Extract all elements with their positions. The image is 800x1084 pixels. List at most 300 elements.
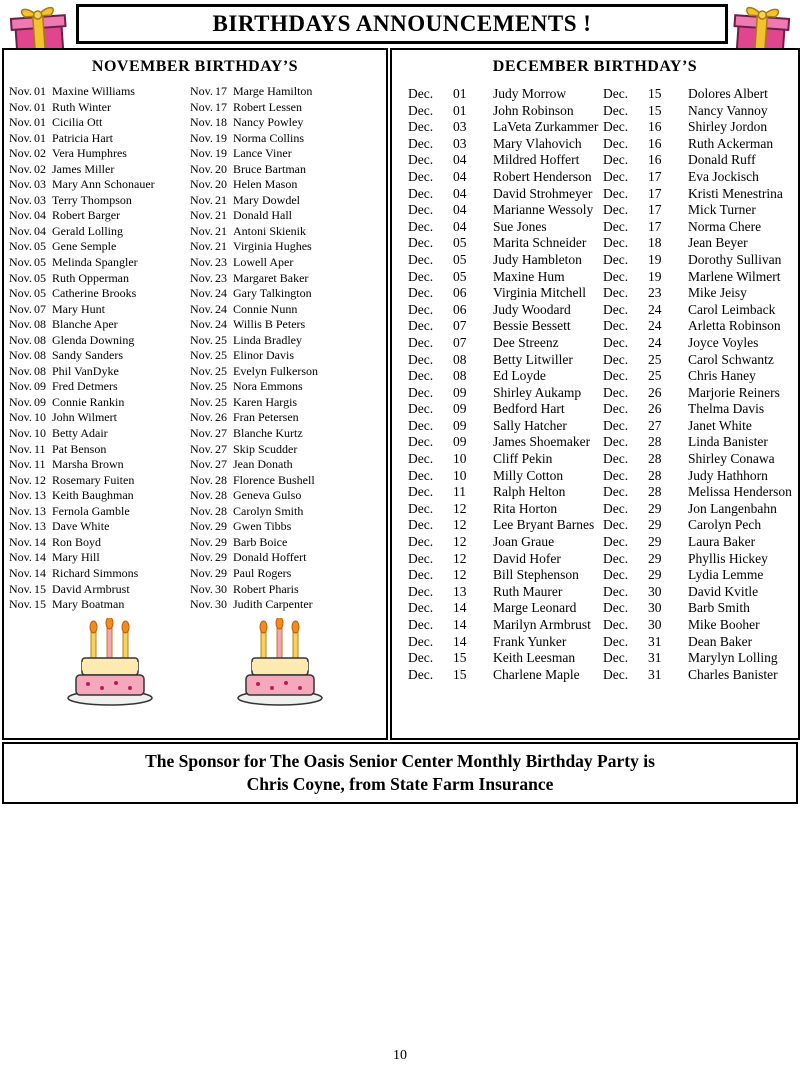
person-name: Ruth Winter — [52, 99, 111, 114]
month-label: Dec. — [408, 401, 434, 417]
person-name: Marilyn Armbrust — [493, 617, 591, 632]
month-label: Dec. — [603, 534, 629, 550]
person-name: Arletta Robinson — [688, 318, 781, 334]
birthday-entry — [603, 285, 798, 302]
day-number: 21 — [215, 223, 227, 238]
person-name: Rosemary Fuiten — [52, 472, 135, 487]
person-name: Virginia Mitchell — [493, 285, 587, 301]
birthday-entry — [603, 517, 798, 534]
person-name: Laura Baker — [688, 534, 756, 550]
month-label: Dec. — [603, 102, 629, 118]
month-label: Nov. — [9, 597, 32, 612]
person-name: Charles Banister — [688, 666, 778, 682]
day-number: 24 — [215, 301, 227, 316]
birthday-entry — [9, 146, 190, 162]
person-name: Pat Benson — [52, 441, 107, 456]
birthday-entry — [9, 504, 190, 520]
person-name: Maxine Williams — [52, 84, 135, 98]
person-name: Marsha Brown — [52, 457, 124, 472]
birthday-entry — [408, 617, 603, 634]
birthday-entry — [603, 318, 798, 335]
day-number: 24 — [648, 301, 662, 317]
person-name: Donald Hall — [233, 208, 292, 223]
person-name: Robert Lessen — [233, 99, 302, 114]
day-number: 30 — [215, 581, 227, 596]
month-label: Nov. — [9, 286, 32, 301]
month-label: Nov. — [9, 130, 32, 145]
month-label: Nov. — [9, 457, 32, 472]
birthday-entry — [603, 634, 798, 651]
birthday-entry — [408, 269, 603, 286]
day-number: 26 — [215, 410, 227, 425]
birthday-entry — [408, 667, 603, 684]
birthday-entry — [408, 401, 603, 418]
day-number: 23 — [215, 255, 227, 270]
birthday-entry — [408, 186, 603, 203]
person-name: Phil VanDyke — [52, 363, 119, 378]
birthday-entry — [603, 484, 798, 501]
birthday-entry — [408, 600, 603, 617]
person-name: Marge Hamilton — [233, 84, 313, 98]
month-label: Nov. — [190, 192, 213, 207]
person-name: Shirley Jordon — [688, 119, 768, 135]
day-number: 29 — [648, 567, 662, 583]
person-name: Judy Woodard — [493, 301, 571, 317]
day-number: 02 — [34, 146, 46, 161]
person-name: Judy Hathhorn — [688, 467, 768, 483]
month-label: Nov. — [9, 441, 32, 456]
month-label: Dec. — [408, 583, 434, 599]
person-name: Sandy Sanders — [52, 348, 123, 363]
day-number: 07 — [453, 334, 467, 350]
day-number: 06 — [453, 285, 467, 301]
person-name: Ruth Maurer — [493, 583, 563, 599]
day-number: 15 — [648, 102, 662, 118]
day-number: 07 — [34, 301, 46, 316]
person-name: Charlene Maple — [493, 666, 580, 682]
day-number: 30 — [648, 583, 662, 599]
person-name: James Shoemaker — [493, 434, 591, 450]
person-name: David Strohmeyer — [493, 185, 593, 201]
person-name: Marianne Wessoly — [493, 202, 594, 218]
day-number: 27 — [215, 441, 227, 456]
day-number: 07 — [453, 318, 467, 334]
day-number: 14 — [453, 633, 467, 649]
birthday-entry — [190, 410, 371, 426]
birthday-entry — [603, 534, 798, 551]
month-label: Nov. — [190, 177, 213, 192]
day-number: 11 — [453, 484, 466, 500]
month-label: Nov. — [190, 348, 213, 363]
month-label: Nov. — [9, 192, 32, 207]
november-heading: NOVEMBER BIRTHDAY’S — [91, 58, 299, 75]
birthday-entry — [408, 434, 603, 451]
day-number: 10 — [34, 426, 46, 441]
day-number: 26 — [648, 384, 662, 400]
day-number: 25 — [215, 363, 227, 378]
month-label: Nov. — [9, 503, 32, 518]
person-name: Blanche Kurtz — [233, 426, 303, 441]
birthday-entry — [603, 434, 798, 451]
person-name: Carol Schwantz — [688, 351, 774, 367]
birthday-entry — [190, 519, 371, 535]
birthday-entry — [190, 317, 371, 333]
person-name: Judy Hambleton — [493, 251, 582, 267]
person-name: Dean Baker — [688, 633, 753, 649]
person-name: Richard Simmons — [52, 565, 139, 580]
day-number: 26 — [648, 401, 662, 417]
birthday-entry — [408, 169, 603, 186]
day-number: 17 — [648, 168, 662, 184]
month-label: Dec. — [603, 583, 629, 599]
day-number: 21 — [215, 208, 227, 223]
day-number: 14 — [453, 617, 467, 632]
person-name: Jean Donath — [233, 457, 293, 472]
month-label: Dec. — [603, 318, 629, 334]
month-label: Nov. — [190, 332, 213, 347]
birthday-entry — [9, 566, 190, 582]
day-number: 08 — [453, 351, 467, 367]
month-label: Nov. — [190, 130, 213, 145]
person-name: Bruce Bartman — [233, 161, 306, 176]
person-name: Norma Chere — [688, 218, 762, 234]
month-label: Nov. — [190, 223, 213, 238]
month-label: Dec. — [408, 417, 434, 433]
december-panel — [390, 48, 800, 740]
day-number: 29 — [215, 565, 227, 580]
day-number: 03 — [34, 177, 46, 192]
person-name: Chris Haney — [688, 368, 756, 384]
person-name: Barb Smith — [688, 600, 750, 616]
month-label: Nov. — [190, 519, 213, 534]
month-label: Dec. — [603, 384, 629, 400]
day-number: 09 — [34, 394, 46, 409]
month-label: Dec. — [603, 119, 629, 135]
birthday-entry — [603, 335, 798, 352]
month-label: Dec. — [408, 617, 434, 632]
day-number: 16 — [648, 135, 662, 151]
month-label: Dec. — [603, 251, 629, 267]
person-name: Marjorie Reiners — [688, 384, 780, 400]
birthday-entry — [408, 534, 603, 551]
day-number: 20 — [215, 177, 227, 192]
person-name: Robert Henderson — [493, 168, 592, 184]
day-number: 29 — [648, 550, 662, 566]
month-label: Dec. — [603, 268, 629, 284]
day-number: 13 — [34, 519, 46, 534]
person-name: Robert Pharis — [233, 581, 299, 596]
day-number: 09 — [34, 379, 46, 394]
birthday-entry — [603, 418, 798, 435]
birthday-entry — [9, 379, 190, 395]
person-name: Betty Litwiller — [493, 351, 573, 367]
day-number: 03 — [453, 119, 467, 135]
person-name: Mildred Hoffert — [493, 152, 580, 168]
person-name: Nancy Vannoy — [688, 102, 768, 118]
day-number: 24 — [215, 286, 227, 301]
day-number: 21 — [215, 239, 227, 254]
day-number: 04 — [34, 223, 46, 238]
month-label: Nov. — [190, 503, 213, 518]
birthday-entry — [603, 252, 798, 269]
sponsor-line-2: Chris Coyne, from State Farm Insurance — [246, 774, 554, 794]
day-number: 17 — [648, 202, 662, 218]
person-name: Mike Jeisy — [688, 285, 747, 301]
month-label: Dec. — [408, 384, 434, 400]
person-name: Melinda Spangler — [52, 255, 138, 270]
month-label: Nov. — [190, 161, 213, 176]
person-name: Dave White — [52, 519, 110, 534]
month-label: Nov. — [190, 472, 213, 487]
day-number: 04 — [453, 168, 467, 184]
day-number: 11 — [34, 457, 46, 472]
birthday-entry — [408, 584, 603, 601]
person-name: Keith Baughman — [52, 488, 134, 503]
person-name: Nancy Powley — [233, 115, 304, 130]
person-name: Donald Hoffert — [233, 550, 307, 565]
person-name: Betty Adair — [52, 426, 108, 441]
month-label: Nov. — [190, 115, 213, 130]
month-label: Dec. — [408, 567, 434, 583]
sponsor-line-1: The Sponsor for The Oasis Senior Center Monthly Birthday Party is — [145, 751, 655, 771]
month-label: Nov. — [9, 534, 32, 549]
birthday-entry — [603, 385, 798, 402]
day-number: 27 — [648, 417, 662, 433]
birthday-entry — [603, 567, 798, 584]
month-label: Dec. — [408, 368, 434, 384]
birthday-entry — [603, 401, 798, 418]
person-name: Geneva Gulso — [233, 488, 302, 503]
month-label: Nov. — [9, 472, 32, 487]
person-name: Evelyn Fulkerson — [233, 363, 318, 378]
birthday-entry — [603, 202, 798, 219]
person-name: Gwen Tibbs — [233, 519, 292, 534]
month-label: Dec. — [603, 517, 629, 533]
month-label: Nov. — [9, 99, 32, 114]
birthday-entry — [190, 442, 371, 458]
day-number: 20 — [215, 161, 227, 176]
day-number: 03 — [453, 135, 467, 151]
day-number: 19 — [215, 146, 227, 161]
person-name: Carolyn Pech — [688, 517, 762, 533]
day-number: 19 — [648, 251, 662, 267]
day-number: 17 — [215, 84, 227, 98]
month-label: Nov. — [190, 581, 213, 596]
person-name: Elinor Davis — [233, 348, 294, 363]
birthday-entry — [408, 302, 603, 319]
day-number: 01 — [453, 102, 467, 118]
birthday-entry — [9, 582, 190, 598]
birthday-entry — [190, 504, 371, 520]
birthday-entry — [9, 177, 190, 193]
month-label: Nov. — [190, 457, 213, 472]
birthday-entry — [190, 224, 371, 240]
birthday-entry — [190, 146, 371, 162]
month-label: Dec. — [603, 185, 629, 201]
day-number: 05 — [34, 286, 46, 301]
birthday-entry — [9, 100, 190, 116]
birthday-entry — [408, 152, 603, 169]
person-name: Donald Ruff — [688, 152, 756, 168]
birthday-entry — [408, 385, 603, 402]
month-label: Nov. — [9, 208, 32, 223]
birthday-entry — [190, 488, 371, 504]
november-column-2 — [190, 84, 371, 613]
birthday-entry — [408, 285, 603, 302]
month-label: Nov. — [9, 410, 32, 425]
birthday-entry — [9, 442, 190, 458]
person-name: Blanche Aper — [52, 317, 118, 332]
day-number: 16 — [648, 119, 662, 135]
birthday-entry — [190, 193, 371, 209]
birthday-entry — [190, 348, 371, 364]
birthday-entry — [603, 235, 798, 252]
month-label: Nov. — [9, 332, 32, 347]
birthday-entry — [190, 395, 371, 411]
month-label: Dec. — [603, 617, 629, 632]
person-name: Glenda Downing — [52, 332, 135, 347]
person-name: Linda Bradley — [233, 332, 302, 347]
day-number: 06 — [453, 301, 467, 317]
month-label: Dec. — [603, 86, 629, 101]
person-name: Phyllis Hickey — [688, 550, 768, 566]
person-name: Ruth Opperman — [52, 270, 129, 285]
birthday-entry — [408, 650, 603, 667]
birthday-entry — [408, 103, 603, 120]
day-number: 31 — [648, 633, 662, 649]
person-name: Maxine Hum — [493, 268, 565, 284]
birthday-entry — [603, 501, 798, 518]
month-label: Dec. — [408, 666, 434, 682]
birthday-entry — [190, 550, 371, 566]
person-name: Jean Beyer — [688, 235, 748, 251]
month-label: Dec. — [408, 185, 434, 201]
month-label: Nov. — [9, 84, 32, 98]
birthday-entry — [408, 352, 603, 369]
month-label: Nov. — [190, 410, 213, 425]
birthday-entry — [9, 255, 190, 271]
day-number: 10 — [453, 467, 467, 483]
person-name: Bessie Bessett — [493, 318, 571, 334]
person-name: Lowell Aper — [233, 255, 294, 270]
person-name: Eva Jockisch — [688, 168, 759, 184]
birthday-entry — [9, 473, 190, 489]
birthday-entry — [190, 597, 371, 613]
birthday-entry — [603, 152, 798, 169]
day-number: 29 — [215, 534, 227, 549]
day-number: 01 — [453, 86, 467, 101]
month-label: Dec. — [603, 451, 629, 467]
birthday-entry — [603, 617, 798, 634]
month-label: Nov. — [9, 255, 32, 270]
day-number: 08 — [34, 332, 46, 347]
month-label: Dec. — [408, 168, 434, 184]
day-number: 04 — [453, 152, 467, 168]
person-name: Catherine Brooks — [52, 286, 137, 301]
day-number: 28 — [215, 488, 227, 503]
birthday-entry — [9, 519, 190, 535]
day-number: 29 — [215, 519, 227, 534]
birthday-cake-icon — [230, 618, 330, 708]
day-number: 19 — [648, 268, 662, 284]
person-name: Virginia Hughes — [233, 239, 312, 254]
person-name: Florence Bushell — [233, 472, 315, 487]
day-number: 04 — [34, 208, 46, 223]
day-number: 25 — [215, 379, 227, 394]
birthday-entry — [9, 224, 190, 240]
birthday-entry — [408, 119, 603, 136]
month-label: Dec. — [408, 102, 434, 118]
month-label: Nov. — [9, 317, 32, 332]
day-number: 30 — [648, 600, 662, 616]
day-number: 29 — [215, 550, 227, 565]
month-label: Dec. — [408, 534, 434, 550]
month-label: Dec. — [408, 500, 434, 516]
day-number: 15 — [453, 666, 467, 682]
month-label: Dec. — [603, 434, 629, 450]
day-number: 28 — [215, 472, 227, 487]
birthday-entry — [9, 317, 190, 333]
day-number: 23 — [215, 270, 227, 285]
month-label: Nov. — [190, 286, 213, 301]
month-label: Dec. — [603, 218, 629, 234]
day-number: 15 — [34, 597, 46, 612]
person-name: David Kvitle — [688, 583, 759, 599]
day-number: 17 — [648, 218, 662, 234]
person-name: Frank Yunker — [493, 633, 567, 649]
day-number: 14 — [453, 600, 467, 616]
person-name: David Hofer — [493, 550, 561, 566]
birthday-entry — [603, 584, 798, 601]
day-number: 05 — [453, 268, 467, 284]
day-number: 16 — [648, 152, 662, 168]
day-number: 25 — [215, 394, 227, 409]
birthday-entry — [9, 364, 190, 380]
month-label: Nov. — [190, 84, 213, 98]
month-label: Nov. — [190, 441, 213, 456]
person-name: Sue Jones — [493, 218, 547, 234]
month-label: Nov. — [9, 394, 32, 409]
day-number: 04 — [453, 202, 467, 218]
month-label: Nov. — [190, 317, 213, 332]
birthday-entry — [190, 271, 371, 287]
person-name: Joan Graue — [493, 534, 555, 550]
month-label: Dec. — [603, 168, 629, 184]
month-label: Nov. — [9, 565, 32, 580]
day-number: 25 — [648, 368, 662, 384]
person-name: Antoni Skienik — [233, 223, 307, 238]
birthday-entry — [408, 86, 603, 103]
person-name: Judith Carpenter — [233, 597, 313, 612]
person-name: Willis B Peters — [233, 317, 306, 332]
month-label: Dec. — [408, 650, 434, 666]
birthday-entry — [603, 269, 798, 286]
person-name: Bedford Hart — [493, 401, 565, 417]
day-number: 28 — [648, 467, 662, 483]
birthday-entry — [9, 193, 190, 209]
person-name: Robert Barger — [52, 208, 121, 223]
month-label: Dec. — [603, 650, 629, 666]
day-number: 01 — [34, 84, 46, 98]
month-label: Dec. — [408, 633, 434, 649]
person-name: Lance Viner — [233, 146, 292, 161]
month-label: Dec. — [603, 235, 629, 251]
birthday-entry — [9, 333, 190, 349]
day-number: 03 — [34, 192, 46, 207]
month-label: Dec. — [408, 351, 434, 367]
birthday-entry — [190, 582, 371, 598]
day-number: 30 — [648, 617, 662, 632]
